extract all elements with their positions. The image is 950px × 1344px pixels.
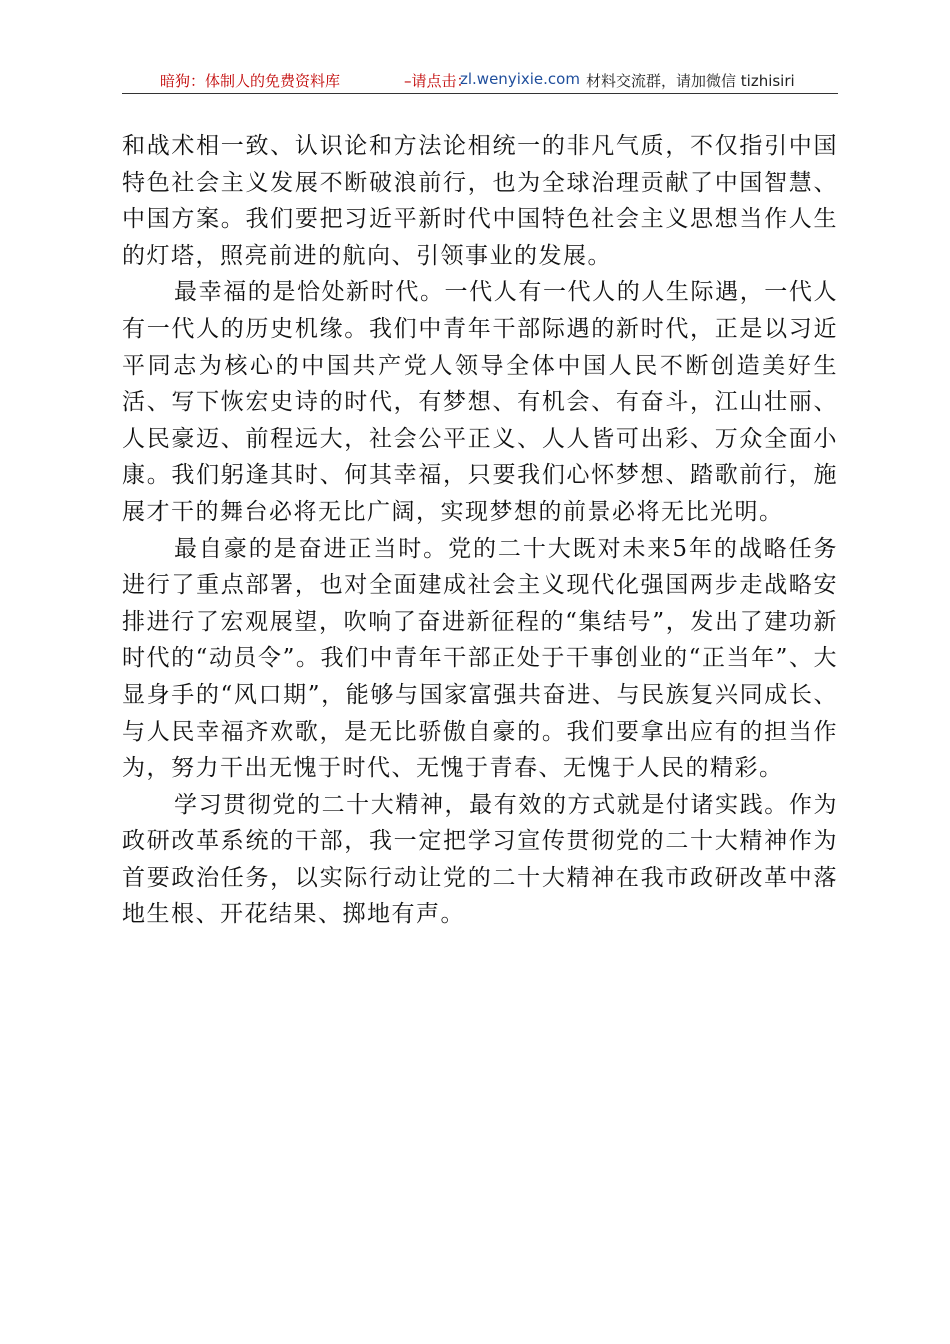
header-prompt-text: –请点击： xyxy=(404,72,472,90)
paragraph-proudest-striving: 最自豪的是奋进正当时。党的二十大既对未来5年的战略任务进行了重点部署，也对全面建成社会主义现代化强国两步走战略安排进行了宏观展望，吹响了奋进新征程的“集结号”，发出了建功新时代的“动员令”。我们中青年干部正处于干事创业的“正当年”、大显身手的“风口期”，能够与国家富强共奋进、与民族复兴同成长、与人民幸福齐欢歌，是无比骄傲自豪的。我们要拿出应有的担当作为，努力干出无愧于时代、无愧于青春、无愧于人民的精彩。 xyxy=(122,535,838,782)
page-header xyxy=(122,66,838,94)
header-divider xyxy=(122,93,838,94)
paragraph-continuation: 和战术相一致、认识论和方法论相统一的非凡气质，不仅指引中国特色社会主义发展不断破浪前行，也为全球治理贡献了中国智慧、中国方案。我们要把习近平新时代中国特色社会主义思想当作人生的灯塔，照亮前进的航向、引领事业的发展。 xyxy=(122,133,838,269)
header-group-text: 材料交流群，请加微信 tizhisiri xyxy=(586,72,795,90)
header-url-link[interactable]: zl.wenyixie.com xyxy=(460,70,580,88)
header-brand-text: 暗狗：体制人的免费资料库 xyxy=(160,72,341,90)
paragraph-practice: 学习贯彻党的二十大精神，最有效的方式就是付诸实践。作为政研改革系统的干部，我一定把学习宣传贯彻党的二十大精神作为首要政治任务，以实际行动让党的二十大精神在我市政研改革中落地生根、开花结果、掷地有声。 xyxy=(122,791,838,928)
paragraph-happiest-new-era: 最幸福的是恰处新时代。一代人有一代人的人生际遇，一代人有一代人的历史机缘。我们中青年干部际遇的新时代，正是以习近平同志为核心的中国共产党人领导全体中国人民不断创造美好生活、写下恢宏史诗的时代，有梦想、有机会、有奋斗，江山壮丽、人民豪迈、前程远大，社会公平正义、人人皆可出彩、万众全面小康。我们躬逢其时、何其幸福，只要我们心怀梦想、踏歌前行，施展才干的舞台必将无比广阔，实现梦想的前景必将无比光明。 xyxy=(122,279,838,525)
document-body xyxy=(122,128,838,933)
